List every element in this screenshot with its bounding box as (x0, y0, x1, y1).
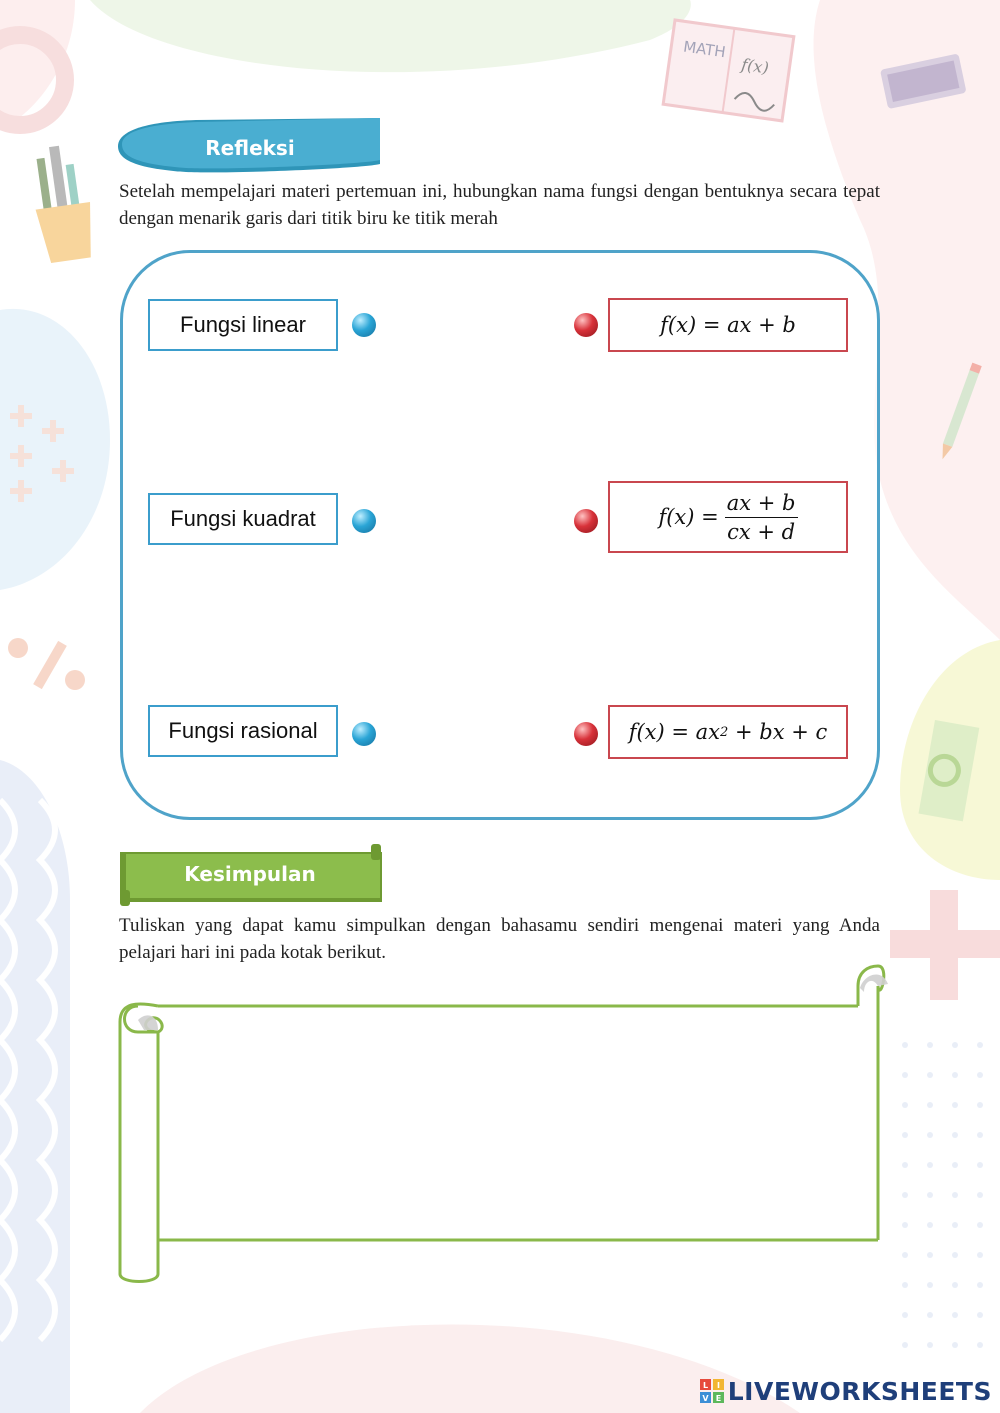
formula-quadratic-post: + bx + c (728, 720, 828, 744)
formula-rational-denominator: cx + d (727, 519, 796, 544)
function-name-rational: Fungsi rasional (148, 705, 338, 757)
red-dot-linear-form[interactable] (574, 313, 598, 337)
svg-text:E: E (715, 1394, 721, 1403)
formula-rational (608, 481, 848, 553)
liveworksheets-brand: LIVEWORKSHEETS (727, 1376, 992, 1406)
svg-text:V: V (702, 1394, 709, 1403)
conclusion-answer-input[interactable] (165, 1012, 869, 1238)
book-label: MATH (682, 37, 727, 62)
formula-rational-lhs: f(x) = (658, 505, 719, 529)
function-name-quadratic: Fungsi kuadrat (148, 493, 338, 545)
svg-text:I: I (716, 1381, 720, 1390)
kesimpulan-heading: Kesimpulan (184, 862, 316, 886)
reflection-instruction: Setelah mempelajari materi pertemuan ini, hubungkan nama fungsi dengan bentuknya secara tepat dengan menarik garis dari titik biru ke titik merah (119, 181, 880, 229)
formula-quadratic-exponent: 2 (720, 724, 729, 740)
formula-quadratic-pre: f(x) = ax (628, 720, 721, 744)
formula-rational-numerator: ax + b (725, 491, 798, 518)
red-dot-quadratic-form[interactable] (574, 722, 598, 746)
svg-text:L: L (702, 1381, 708, 1390)
liveworksheets-logo[interactable] (700, 1375, 992, 1407)
book-fx: f(x) (740, 54, 770, 78)
red-dot-rational-form[interactable] (574, 509, 598, 533)
refleksi-heading: Refleksi (205, 136, 295, 160)
blue-dot-quadratic[interactable] (352, 509, 376, 533)
conclusion-instruction: Tuliskan yang dapat kamu simpulkan dengan bahasamu sendiri mengenai materi yang Anda pelajari hari ini pada kotak berikut. (119, 915, 880, 963)
blue-dot-rational[interactable] (352, 722, 376, 746)
function-name-linear: Fungsi linear (148, 299, 338, 351)
formula-linear-text: f(x) = ax + b (660, 313, 796, 337)
formula-rational-fraction (725, 491, 798, 544)
formula-quadratic (608, 705, 848, 759)
liveworksheets-icon (700, 1379, 724, 1403)
blue-dot-linear[interactable] (352, 313, 376, 337)
formula-linear (608, 298, 848, 352)
